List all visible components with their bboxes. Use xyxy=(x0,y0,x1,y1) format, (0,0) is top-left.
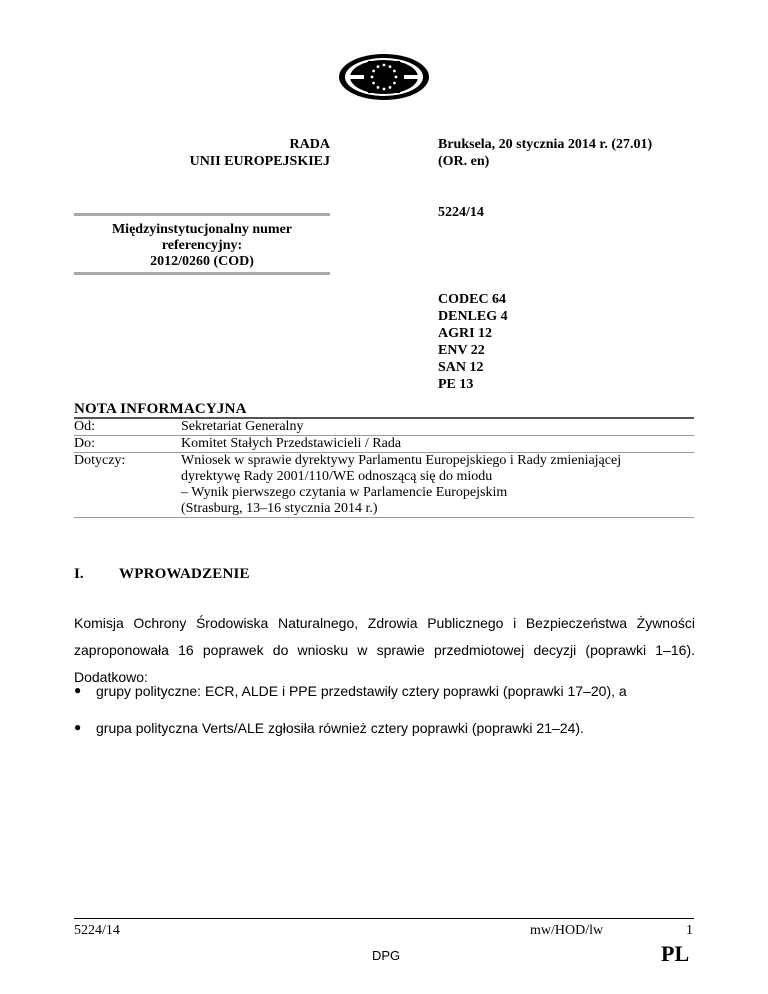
document-number: 5224/14 xyxy=(438,205,484,220)
code-item: ENV 22 xyxy=(438,343,485,358)
section-number: I. xyxy=(74,566,84,582)
code-item: PE 13 xyxy=(438,377,474,392)
divider xyxy=(74,272,330,275)
footer-divider xyxy=(74,918,694,919)
footer-language: PL xyxy=(661,941,690,966)
note-metadata-table xyxy=(74,419,694,518)
note-row-subject xyxy=(74,453,694,518)
bullet-icon: ● xyxy=(74,720,82,734)
footer-doc-number: 5224/14 xyxy=(74,923,120,938)
section-title: WPROWADZENIE xyxy=(119,566,250,582)
code-item: CODEC 64 xyxy=(438,292,507,307)
note-row-from xyxy=(74,419,694,436)
bullet-list xyxy=(74,683,695,757)
council-name: RADA UNII EUROPEJSKIEJ xyxy=(189,137,330,169)
footer-initials: mw/HOD/lw xyxy=(530,923,604,938)
list-item: ● grupy polityczne: ECR, ALDE i PPE przedstawiły cztery poprawki (poprawki 17–20), a xyxy=(74,683,695,720)
list-item: ● grupa polityczna Verts/ALE zgłosiła również cztery poprawki (poprawki 21–24). xyxy=(74,720,695,757)
code-item: DENLEG 4 xyxy=(438,309,508,324)
eu-council-emblem-icon xyxy=(338,52,430,102)
row-key: Do: xyxy=(74,436,95,451)
footer-page-number: 1 xyxy=(686,923,693,938)
date-block: Bruksela, 20 stycznia 2014 r. (27.01) (OR. en) xyxy=(438,137,653,169)
classification-codes xyxy=(438,291,508,393)
row-value: Wniosek w sprawie dyrektywy Parlamentu Europejskiego i Rady zmieniającej dyrektywę Rady 2001/110/WE odnoszącą się do miodu – Wynik pierwszego czytania w Parlamencie Europejskim (Strasburg, 13–16 stycznia 2014 r.) xyxy=(181,453,622,516)
row-value: Sekretariat Generalny xyxy=(181,419,304,434)
row-value: Komitet Stałych Przedstawicieli / Rada xyxy=(181,436,402,451)
note-title: NOTA INFORMACYJNA xyxy=(74,401,247,417)
divider xyxy=(74,213,330,216)
row-key: Od: xyxy=(74,419,95,434)
interinstitutional-reference: Międzyinstytucjonalny numer referencyjny: 2012/0260 (COD) xyxy=(111,222,293,269)
code-item: AGRI 12 xyxy=(438,326,493,341)
bullet-icon: ● xyxy=(74,683,82,697)
footer-directorate: DPG xyxy=(372,948,401,963)
intro-paragraph: Komisja Ochrony Środowiska Naturalnego, Zdrowia Publicznego i Bezpieczeństwa Żywności zaproponowała 16 poprawek do wniosku w sprawie przedmiotowej decyzji (poprawki 1–16). Dodatkowo: xyxy=(74,615,695,685)
row-key: Dotyczy: xyxy=(74,453,126,468)
code-item: SAN 12 xyxy=(438,360,484,375)
note-row-to xyxy=(74,436,694,453)
